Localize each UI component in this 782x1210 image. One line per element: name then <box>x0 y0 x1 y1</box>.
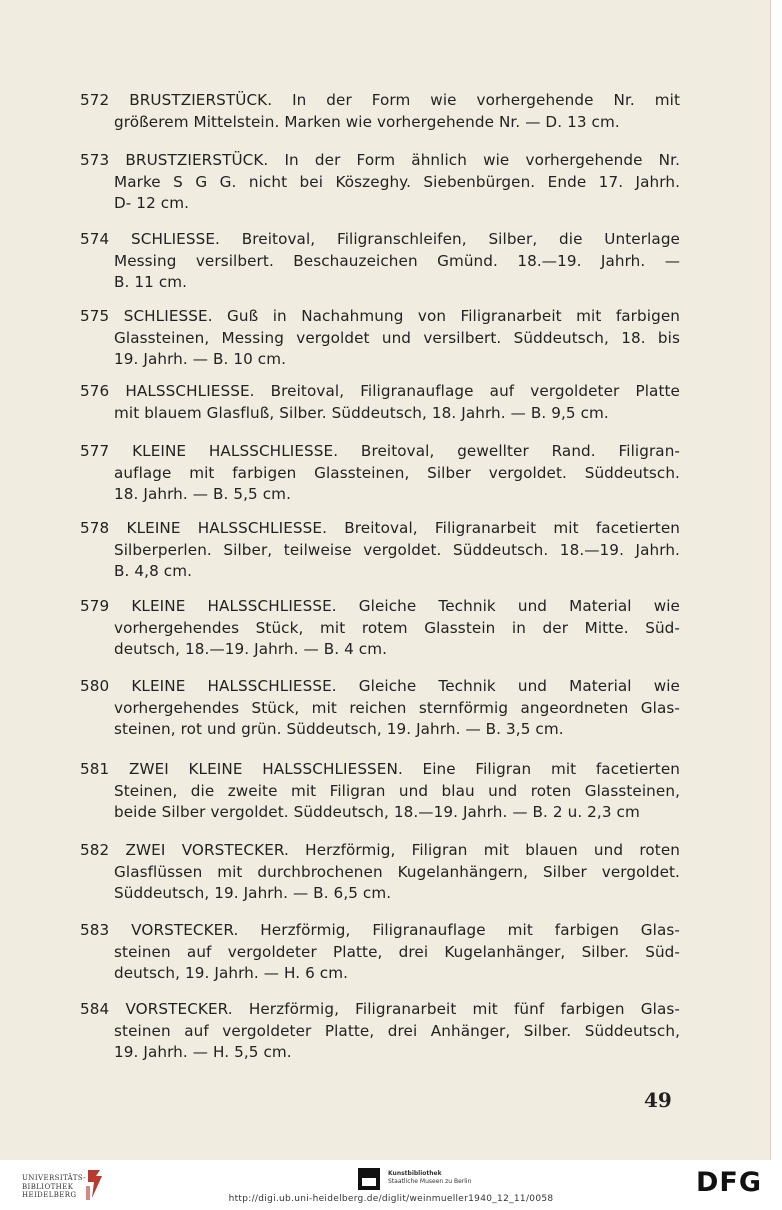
entry-text-line: deutsch, 18.—19. Jahrh. — B. 4 cm. <box>114 640 388 659</box>
entry-text-line: B. 4,8 cm. <box>114 562 193 581</box>
entry-heading-line: 577 KLEINE HALSSCHLIESSE. Breitoval, gewellter Rand. Filigran- <box>80 442 680 460</box>
entry-text-line: 19. Jahrh. — H. 5,5 cm. <box>114 1043 292 1062</box>
catalog-entry <box>80 596 680 661</box>
entry-text-line: Glassteinen, Messing vergoldet und versilbert. Süddeutsch, 18. bis <box>114 328 680 347</box>
entry-heading-line: 575 SCHLIESSE. Guß in Nachahmung von Filigranarbeit mit farbigen <box>80 307 680 325</box>
entry-heading-line: 579 KLEINE HALSSCHLIESSE. Gleiche Technik und Material wie <box>80 597 680 615</box>
entry-text-line: Marke S G G. nicht bei Köszeghy. Siebenbürgen. Ende 17. Jahrh. <box>114 172 680 191</box>
entry-text-line: 18. Jahrh. — B. 5,5 cm. <box>114 485 291 504</box>
entry-text-line: 19. Jahrh. — B. 10 cm. <box>114 350 287 369</box>
catalog-entry <box>80 759 680 824</box>
entry-text-line: steinen auf vergoldeter Platte, drei Kugelanhänger, Silber. Süd- <box>114 942 680 961</box>
entry-heading-line: 576 HALSSCHLIESSE. Breitoval, Filigranauflage auf vergoldeter Platte <box>80 382 680 400</box>
entry-text-line: B. 11 cm. <box>114 273 188 292</box>
entry-heading-line: 582 ZWEI VORSTECKER. Herzförmig, Filigran mit blauen und roten <box>80 841 680 859</box>
entry-text-line: vorhergehendes Stück, mit reichen sternförmig angeordneten Glas- <box>114 698 680 717</box>
entry-heading-line: 574 SCHLIESSE. Breitoval, Filigranschleifen, Silber, die Unterlage <box>80 230 680 248</box>
dfg-logo-text: DFG <box>696 1168 763 1194</box>
entry-heading-line: 572 BRUSTZIERSTÜCK. In der Form wie vorhergehende Nr. mit <box>80 91 680 109</box>
kunstbibliothek-label: Kunstbibliothek Staatliche Museen zu Berlin <box>388 1170 472 1185</box>
entry-text-line: Glasflüssen mit durchbrochenen Kugelanhängern, Silber vergoldet. <box>114 862 680 881</box>
footer <box>0 1160 782 1210</box>
entry-text-line: Süddeutsch, 19. Jahrh. — B. 6,5 cm. <box>114 884 392 903</box>
entry-text-line: auflage mit farbigen Glassteinen, Silber vergoldet. Süddeutsch. <box>114 463 680 482</box>
entry-heading-line: 583 VORSTECKER. Herzförmig, Filigranauflage mit farbigen Glas- <box>80 921 680 939</box>
catalog-entry <box>80 381 680 424</box>
page-edge <box>772 0 782 1160</box>
entry-heading-line: 580 KLEINE HALSSCHLIESSE. Gleiche Technik und Material wie <box>80 677 680 695</box>
entry-text-line: beide Silber vergoldet. Süddeutsch, 18.—19. Jahrh. — B. 2 u. 2,3 cm <box>114 803 640 822</box>
entry-text-line: D- 12 cm. <box>114 194 190 213</box>
university-library-name: UNIVERSITÄTS- BIBLIOTHEK HEIDELBERG <box>22 1174 87 1199</box>
catalog-entry <box>80 150 680 215</box>
catalog-entry <box>80 90 680 133</box>
entry-text-line: deutsch, 19. Jahrh. — H. 6 cm. <box>114 964 349 983</box>
catalog-entry <box>80 518 680 583</box>
entry-text-line: steinen auf vergoldeter Platte, drei Anhänger, Silber. Süddeutsch, <box>114 1021 680 1040</box>
catalog-entry <box>80 920 680 985</box>
kunstbibliothek-logo-icon[interactable] <box>358 1168 380 1190</box>
catalog-entry <box>80 229 680 294</box>
entry-text-line: vorhergehendes Stück, mit rotem Glasstein in der Mitte. Süd- <box>114 618 680 637</box>
source-url[interactable]: http://digi.ub.uni-heidelberg.de/diglit/weinmueller1940_12_11/0058 <box>228 1194 554 1204</box>
catalog-entry <box>80 306 680 371</box>
entry-text-line: steinen, rot und grün. Süddeutsch, 19. Jahrh. — B. 3,5 cm. <box>114 720 564 739</box>
entry-heading-line: 573 BRUSTZIERSTÜCK. In der Form ähnlich wie vorhergehende Nr. <box>80 151 680 169</box>
entry-text-line: größerem Mittelstein. Marken wie vorhergehende Nr. — D. 13 cm. <box>114 112 620 131</box>
entry-text-line: Silberperlen. Silber, teilweise vergoldet. Süddeutsch. 18.—19. Jahrh. <box>114 540 680 559</box>
page-number: 49 <box>644 1088 672 1112</box>
entry-heading-line: 578 KLEINE HALSSCHLIESSE. Breitoval, Filigranarbeit mit facetierten <box>80 519 680 537</box>
entry-heading-line: 584 VORSTECKER. Herzförmig, Filigranarbeit mit fünf farbigen Glas- <box>80 1000 680 1018</box>
entry-text-line: Steinen, die zweite mit Filigran und blau und roten Glassteinen, <box>114 781 680 800</box>
entry-heading-line: 581 ZWEI KLEINE HALSSCHLIESSEN. Eine Filigran mit facetierten <box>80 760 680 778</box>
catalog-entry <box>80 676 680 741</box>
entry-text-line: Messing versilbert. Beschauzeichen Gmünd. 18.—19. Jahrh. — <box>114 251 680 270</box>
entry-text-line: mit blauem Glasfluß, Silber. Süddeutsch, 18. Jahrh. — B. 9,5 cm. <box>114 403 609 422</box>
catalog-entry <box>80 441 680 506</box>
dfg-logo-icon[interactable] <box>696 1168 772 1194</box>
catalog-entry <box>80 999 680 1064</box>
catalog-entry <box>80 840 680 905</box>
